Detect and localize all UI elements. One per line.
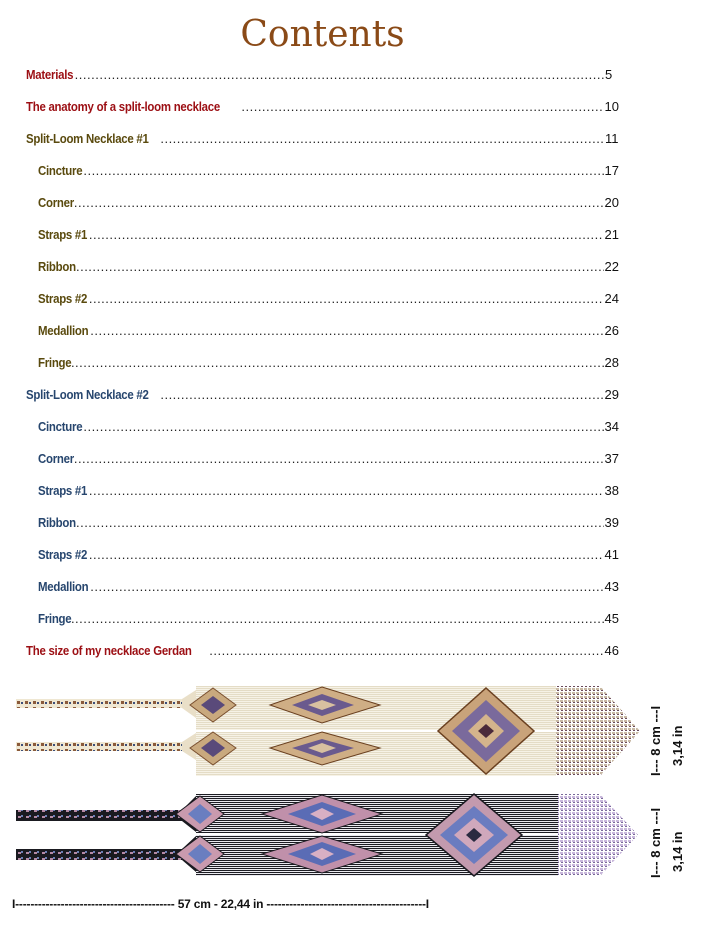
toc-entry-materials[interactable] [26, 67, 619, 87]
toc-label: Split-Loom Necklace #1 [26, 131, 149, 146]
leader-dots [75, 67, 604, 82]
toc-entry-cincture-2[interactable] [38, 419, 619, 439]
toc-label: Straps #1 [38, 483, 88, 498]
toc-label: The anatomy of a split-loom necklace [26, 99, 220, 114]
toc-page: 39 [604, 515, 619, 530]
toc-label: Cincture [38, 163, 83, 178]
toc-entry-medallion-2[interactable] [38, 579, 619, 599]
leader-dots [209, 643, 603, 658]
height-dimension-light-in: 3,14 in [670, 725, 685, 766]
toc-page: 24 [604, 291, 619, 306]
toc-label: The size of my necklace Gerdan [26, 643, 192, 658]
height-dimension-light-cm: I--- 8 cm ---I [648, 705, 663, 776]
toc-label: Corner [38, 195, 74, 210]
toc-page: 46 [604, 643, 619, 658]
toc-page: 28 [604, 355, 619, 370]
toc-page: 20 [604, 195, 619, 210]
leader-dots [241, 99, 603, 114]
toc-page: 37 [604, 451, 619, 466]
width-dimension: I------------------------------------------ 57 cm - 22,44 in ------------------------------------------I [12, 897, 429, 911]
leader-dots [74, 195, 604, 210]
toc-page: 34 [604, 419, 619, 434]
toc-entry-corner-1[interactable] [38, 195, 619, 215]
toc-entry-corner-2[interactable] [38, 451, 619, 471]
toc-label: Straps #2 [38, 291, 88, 306]
leader-dots [83, 419, 603, 434]
toc-entry-straps2-2[interactable] [38, 547, 619, 567]
toc-label: Fringe [38, 355, 72, 370]
toc-page: 38 [604, 483, 619, 498]
toc-label: Cincture [38, 419, 83, 434]
toc-entry-anatomy[interactable] [26, 99, 619, 119]
toc-label: Ribbon [38, 515, 76, 530]
toc-page: 45 [604, 611, 619, 626]
toc-entry-necklace-2[interactable] [26, 387, 619, 407]
toc-entry-necklace-1[interactable] [26, 131, 619, 151]
leader-dots [74, 451, 604, 466]
toc-page: 26 [604, 323, 619, 338]
leader-dots [89, 291, 604, 306]
leader-dots [83, 163, 603, 178]
toc-label: Straps #2 [38, 547, 88, 562]
toc-entry-fringe-2[interactable] [38, 611, 619, 631]
leader-dots [160, 387, 603, 402]
toc-entry-size[interactable] [26, 643, 619, 663]
leader-dots [90, 579, 603, 594]
leader-dots [90, 323, 603, 338]
leader-dots [71, 611, 604, 626]
leader-dots [71, 355, 604, 370]
height-dimension-dark-cm: I--- 8 cm ---I [648, 807, 663, 878]
leader-dots [76, 515, 604, 530]
toc-entry-ribbon-1[interactable] [38, 259, 619, 279]
toc-page: 10 [604, 99, 619, 114]
toc-label: Corner [38, 451, 74, 466]
dark-necklace [16, 794, 638, 876]
toc-page: 41 [604, 547, 619, 562]
height-dimension-dark-in: 3,14 in [670, 831, 685, 872]
toc-entry-ribbon-2[interactable] [38, 515, 619, 535]
toc-entry-straps1-2[interactable] [38, 483, 619, 503]
leader-dots [160, 131, 604, 146]
leader-dots [89, 483, 604, 498]
toc-entry-straps2-1[interactable] [38, 291, 619, 311]
toc-entry-fringe-1[interactable] [38, 355, 619, 375]
toc-entry-cincture-1[interactable] [38, 163, 619, 183]
leader-dots [89, 227, 604, 242]
light-necklace [16, 686, 640, 776]
leader-dots [76, 259, 604, 274]
toc-page: 22 [604, 259, 619, 274]
toc-entry-medallion-1[interactable] [38, 323, 619, 343]
necklace-drawing [0, 676, 707, 928]
toc-page: 43 [604, 579, 619, 594]
toc-label: Ribbon [38, 259, 76, 274]
toc-page: 21 [604, 227, 619, 242]
toc-entry-straps1-1[interactable] [38, 227, 619, 247]
necklace-illustrations [0, 676, 707, 928]
toc-label: Medallion [38, 323, 89, 338]
page-title: Contents [240, 14, 405, 55]
toc-label: Straps #1 [38, 227, 88, 242]
toc-page: 11 [605, 131, 619, 146]
toc-page: 5 [605, 67, 613, 82]
leader-dots [89, 547, 604, 562]
toc-page: 29 [604, 387, 619, 402]
toc-label: Fringe [38, 611, 72, 626]
toc-label: Materials [26, 67, 74, 82]
toc-label: Medallion [38, 579, 89, 594]
toc-label: Split-Loom Necklace #2 [26, 387, 149, 402]
toc-page: 17 [604, 163, 619, 178]
